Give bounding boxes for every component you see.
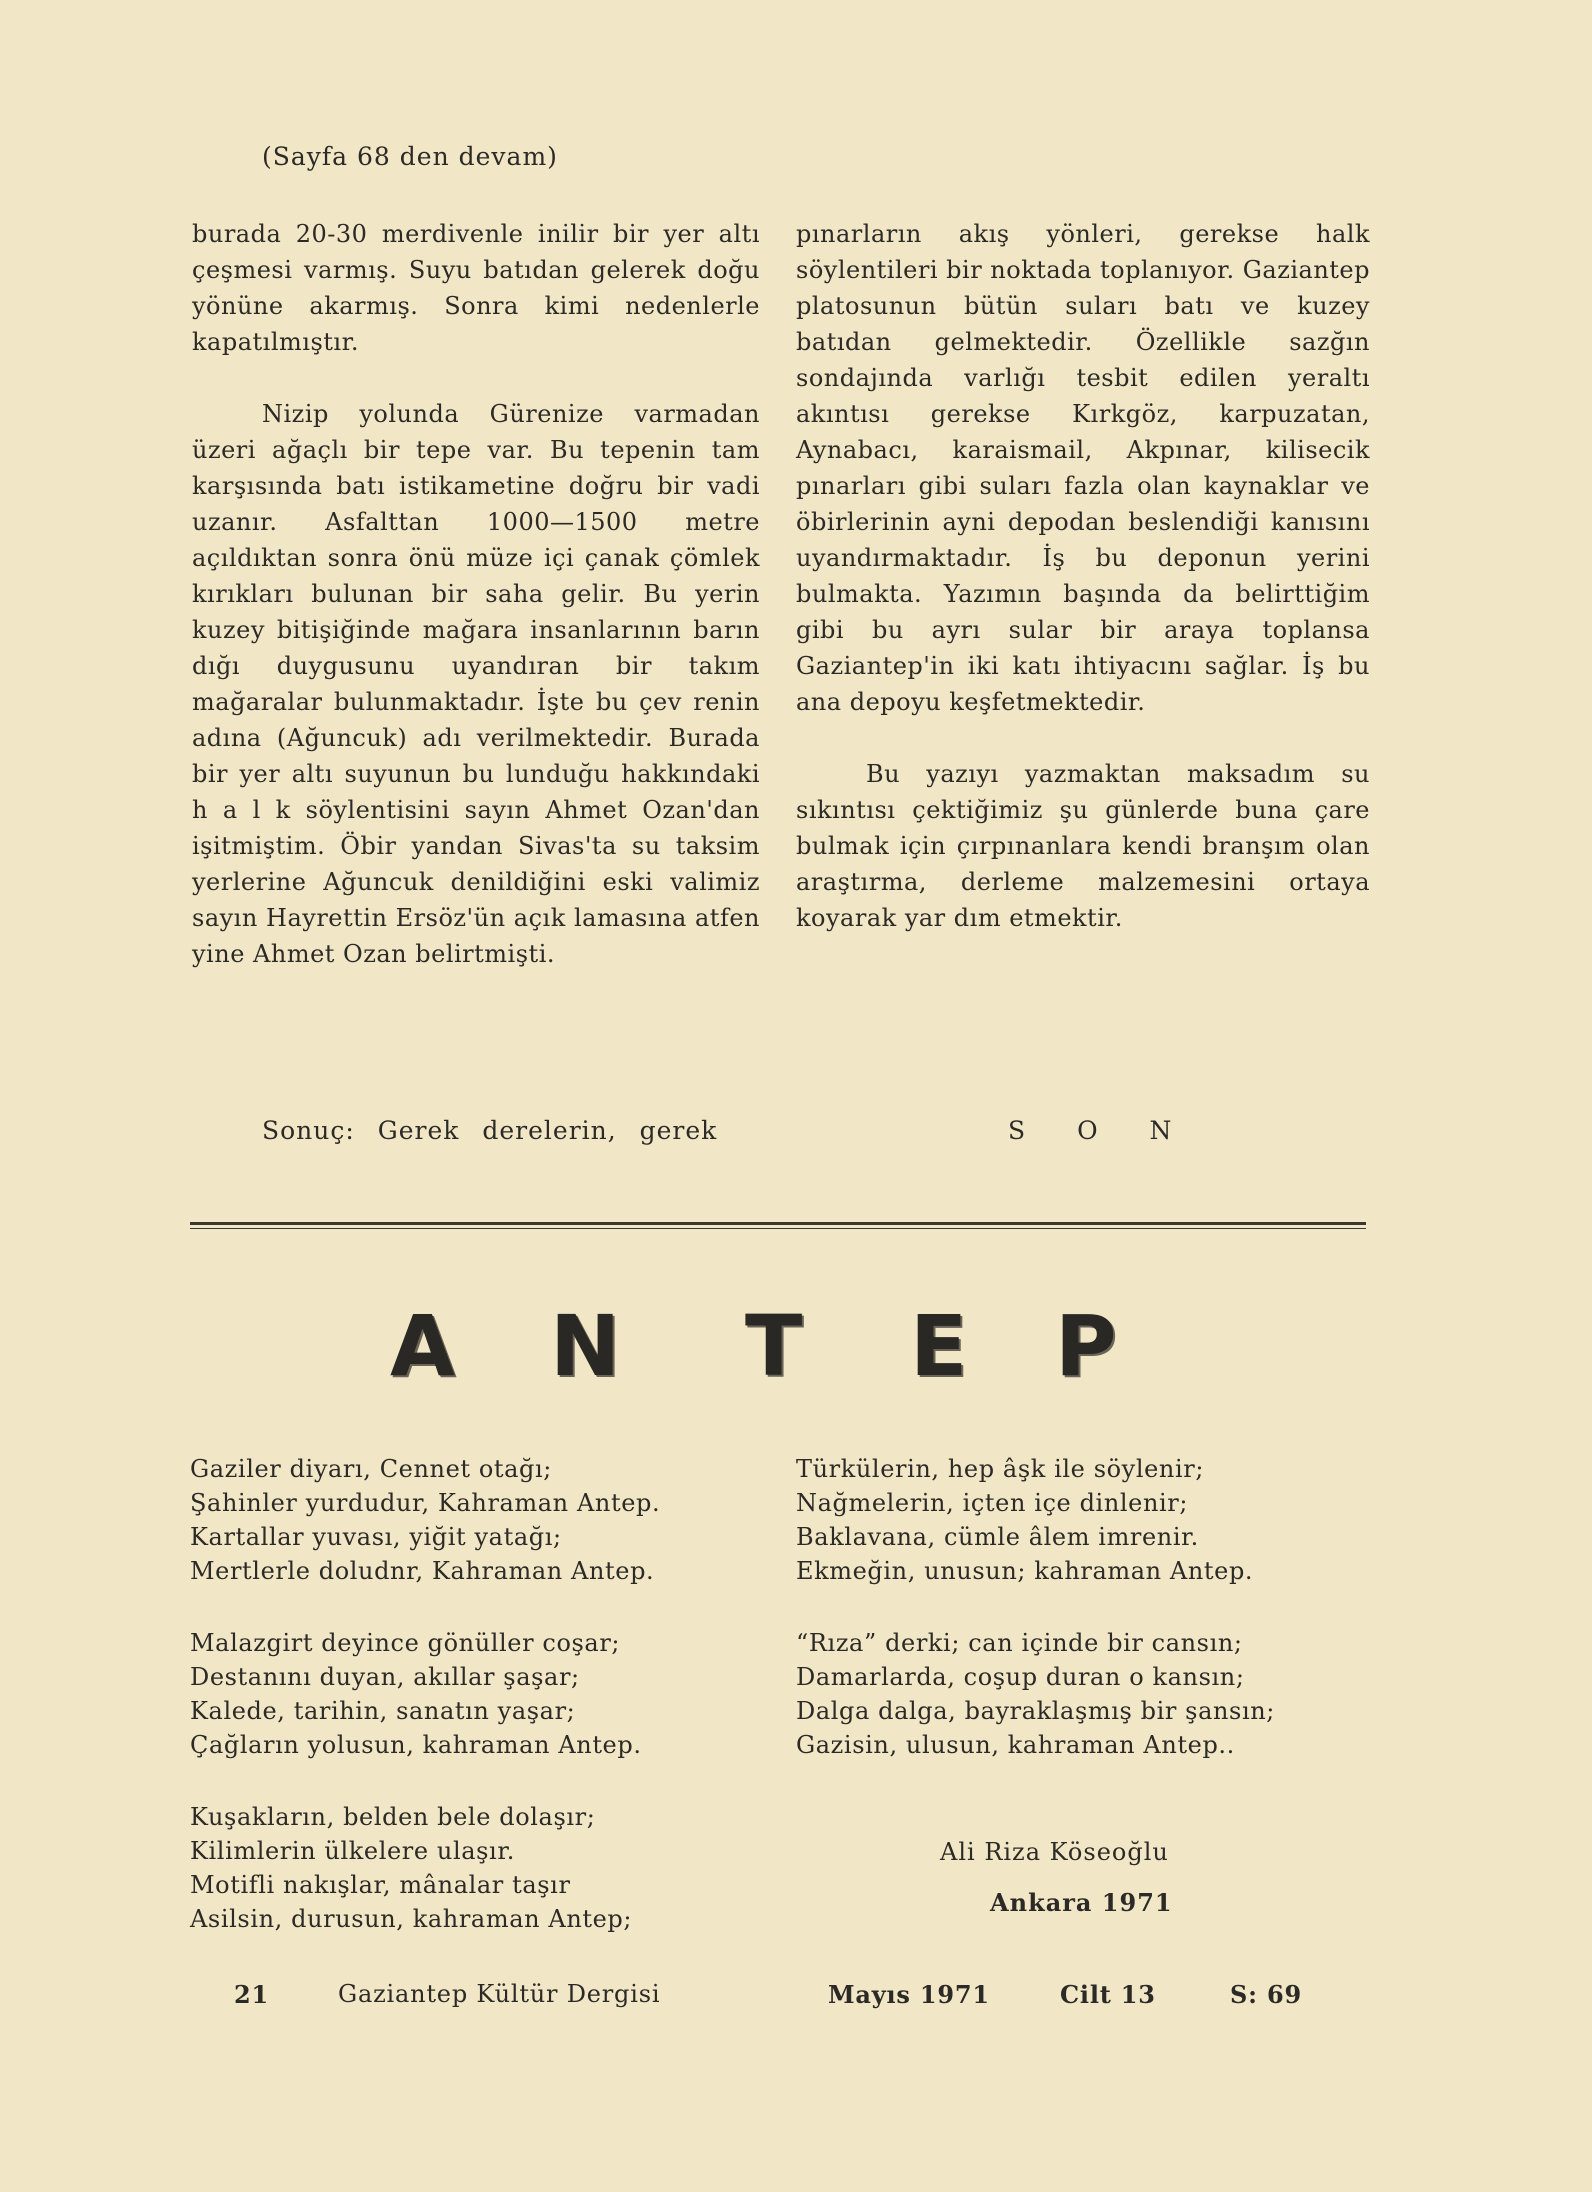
poem-line: Şahinler yurdudur, Kahraman Antep. — [190, 1489, 661, 1517]
poem-line: Destanını duyan, akıllar şaşar; — [190, 1663, 580, 1691]
poem-line: Nağmelerin, içten içe dinlenir; — [796, 1489, 1189, 1517]
end-mark: S O N — [1008, 1116, 1194, 1145]
poem-line: Gaziler diyarı, Cennet otağı; — [190, 1455, 552, 1483]
article-paragraph: Bu yazıyı yazmaktan maksadım su sıkıntısı çektiğimiz şu günlerde buna çare bulmak için çırpınanlara kendi branşım olan araştırma, derleme malzemesini ortaya koyarak yar dım etmektir. — [796, 760, 1370, 932]
poem-line: Malazgirt deyince gönüller coşar; — [190, 1629, 621, 1657]
poem-line: Baklavana, cümle âlem imrenir. — [796, 1523, 1199, 1551]
poem-line: Kuşakların, belden bele dolaşır; — [190, 1803, 596, 1831]
title-letter: P — [1055, 1297, 1117, 1395]
article-paragraph: Nizip yolunda Gürenize varmadan üzeri ağaçlı bir tepe var. Bu tepenin tam karşısında batı istikametine doğru bir vadi uzanır. Asfalttan 1000—1500 metre açıldıktan sonra önü müze içi çanak çömlek kırıkları bulunan bir saha gelir. Bu yerin kuzey bitişiğinde mağara insanlarının barın dığı duygusunu uyandıran bir takım mağaralar bulunmaktadır. İşte bu çev renin adına (Ağuncuk) adı verilmektedir. Burada bir yer altı suyunun bu lunduğu hakkındaki h a l k söylentisini sayın Ahmet Ozan'dan işitmiştim. Öbir yandan Sivas'ta su taksim yerlerine Ağuncuk denildiğini eski valimiz sayın Hayrettin Ersöz'ün açık lamasına atfen yine Ahmet Ozan belirtmişti. — [192, 400, 760, 968]
poem-line: Gazisin, ulusun, kahraman Antep.. — [796, 1731, 1235, 1759]
poem-stanza — [796, 1452, 1275, 1588]
poem-line: Motifli nakışlar, mânalar taşır — [190, 1871, 571, 1899]
poem-stanza — [190, 1626, 660, 1762]
poem-line: Mertlerle doludnr, Kahraman Antep. — [190, 1557, 655, 1585]
page-number: 21 — [234, 1980, 269, 2009]
poem-line: Kalede, tarihin, sanatın yaşar; — [190, 1697, 576, 1725]
poem-line: Kartallar yuvası, yiğit yatağı; — [190, 1523, 562, 1551]
poem-line: Çağların yolusun, kahraman Antep. — [190, 1731, 642, 1759]
article-paragraph: pınarların akış yönleri, gerekse halk söylentileri bir noktada toplanıyor. Gaziantep platosunun bütün suları batı ve kuzey batıdan gelmektedir. Özellikle sazğın sondajında varlığı tesbit edilen yeraltı akıntısı gerekse Kırkgöz, karpuzatan, Aynabacı, karaismail, Akpınar, kilisecik pınarları gibi suları fazla olan kaynaklar ve öbirlerinin ayni depodan beslendiği kanısını uyandırmaktadır. İş bu deponun yerini bulmakta. Yazımın başında da belirttiğim gibi bu ayrı sular bir araya toplansa Gaziantep'in iki katı ihtiyacını sağlar. İş bu ana depoyu keşfetmektedir. — [796, 220, 1370, 716]
article-right-column — [796, 216, 1370, 936]
poem-right-column — [796, 1452, 1275, 1800]
poem-place-date: Ankara 1971 — [990, 1888, 1173, 1917]
magazine-name: Gaziantep Kültür Dergisi — [338, 1980, 661, 2008]
poem-stanza — [190, 1800, 660, 1936]
title-letter: E — [910, 1297, 968, 1395]
title-letter: A — [390, 1297, 456, 1395]
article-closing-line: Sonuç: Gerek derelerin, gerek — [262, 1116, 718, 1145]
poem-author: Ali Riza Köseoğlu — [940, 1838, 1169, 1866]
poem-line: Damarlarda, coşup duran o kansın; — [796, 1663, 1245, 1691]
article-left-column — [192, 216, 760, 972]
poem-line: “Rıza” derki; can içinde bir cansın; — [796, 1629, 1243, 1657]
section-divider-thin — [190, 1228, 1366, 1229]
poem-line: Kilimlerin ülkelere ulaşır. — [190, 1837, 515, 1865]
poem-line: Ekmeğin, unusun; kahraman Antep. — [796, 1557, 1254, 1585]
issue-number: S: 69 — [1230, 1980, 1302, 2009]
poem-line: Dalga dalga, bayraklaşmış bir şansın; — [796, 1697, 1275, 1725]
title-letter: T — [745, 1297, 803, 1395]
poem-line: Asilsin, durusun, kahraman Antep; — [190, 1905, 633, 1933]
volume-number: Cilt 13 — [1060, 1980, 1156, 2009]
continuation-note: (Sayfa 68 den devam) — [262, 142, 558, 171]
issue-date: Mayıs 1971 — [828, 1980, 990, 2009]
title-letter: N — [550, 1297, 621, 1395]
poem-stanza — [190, 1452, 660, 1588]
poem-left-column — [190, 1452, 660, 1974]
poem-line: Türkülerin, hep âşk ile söylenir; — [796, 1455, 1205, 1483]
poem-stanza — [796, 1626, 1275, 1762]
section-divider — [190, 1222, 1366, 1225]
poem-title — [390, 1296, 1140, 1396]
article-paragraph: burada 20-30 merdivenle inilir bir yer altı çeşmesi varmış. Suyu batıdan gelerek doğu yönüne akarmış. Sonra kimi nedenlerle kapatılmıştır. — [192, 220, 760, 356]
